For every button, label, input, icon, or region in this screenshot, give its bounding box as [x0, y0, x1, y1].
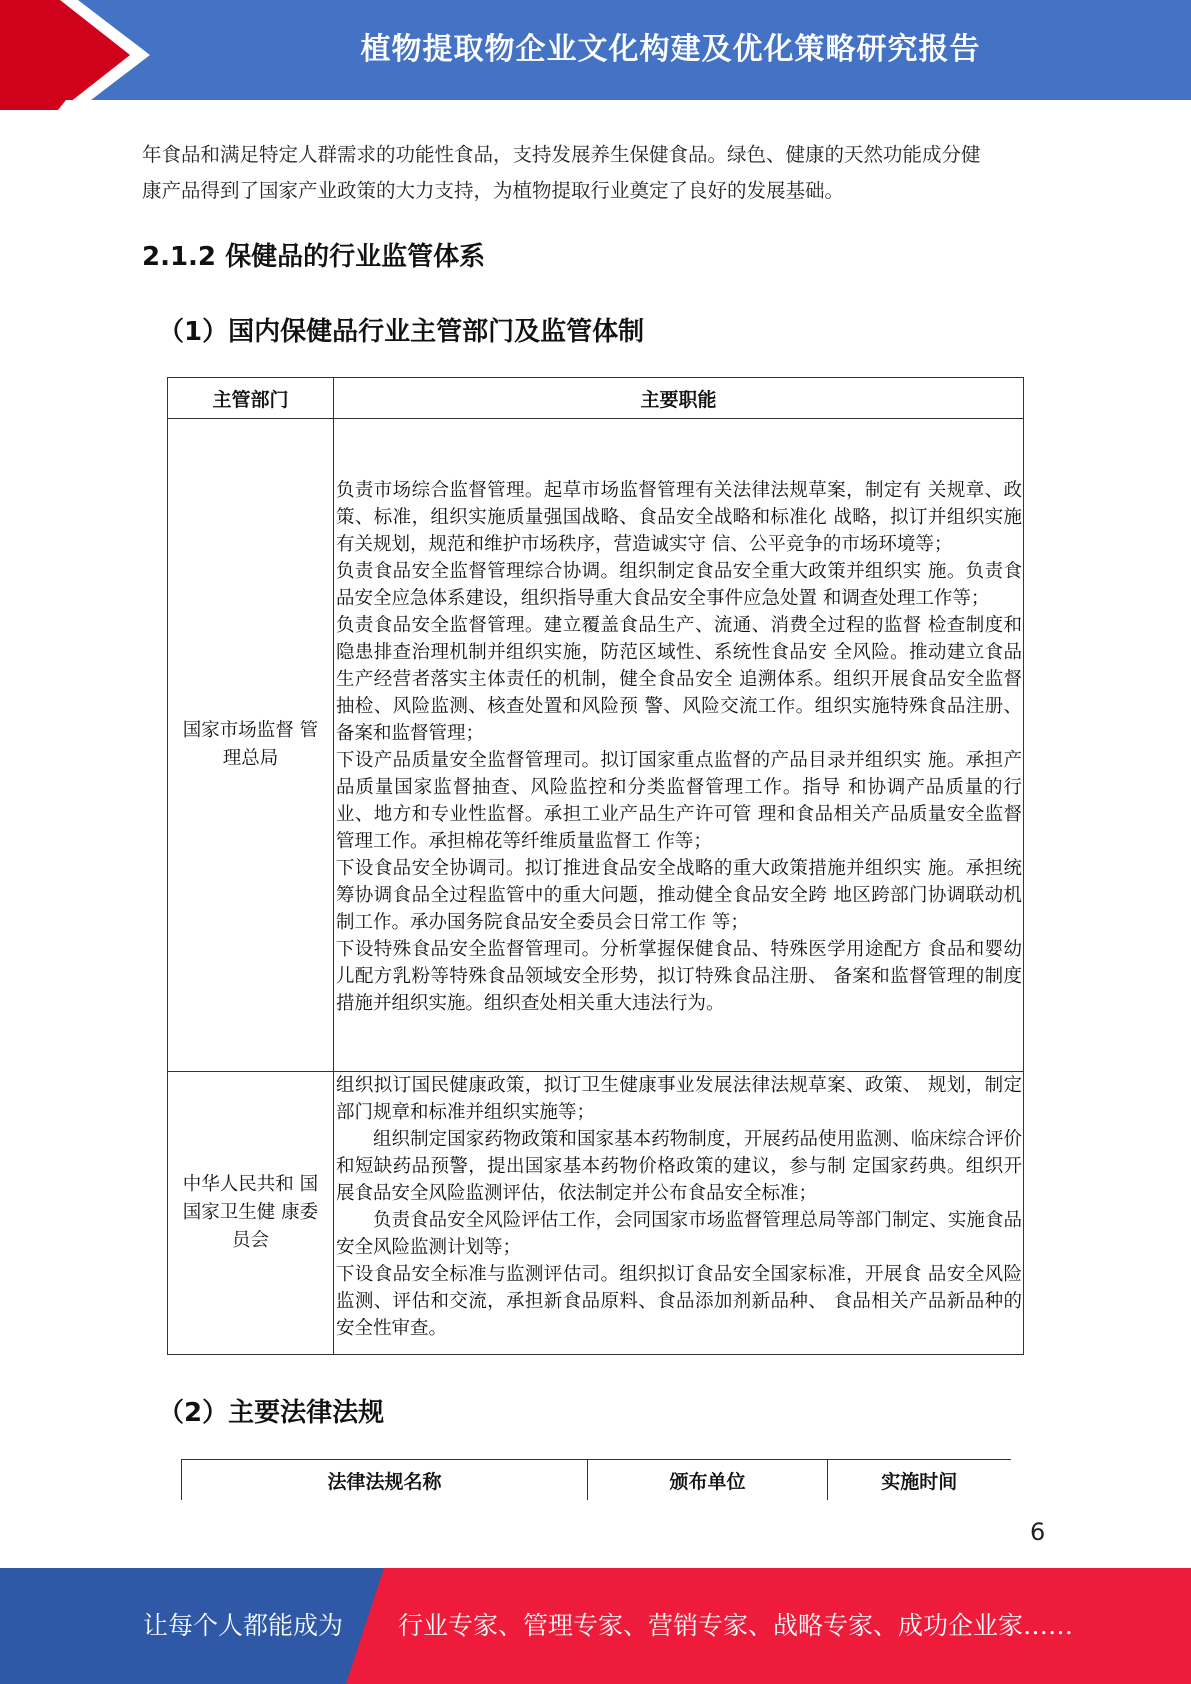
laws-table [181, 1459, 1011, 1500]
table-header-row [168, 378, 1024, 419]
table-row [168, 419, 1024, 1072]
footer-slogan-left: 让每个人都能成为 [143, 1611, 344, 1640]
page-number: 6 [1030, 1518, 1046, 1546]
duty-item: 负责市场综合监督管理。起草市场监督管理有关法律法规草案，制定有 关规章、政策、标准，组织实施质量强国战略、食品安全战略和标准化 战略，拟订并组织实施有关规划，规范和维护市场秩序，营造诚实守 信、公平竞争的市场环境等； [336, 480, 1022, 555]
regulators-table [167, 377, 1024, 1355]
report-title: 植物提取物企业文化构建及优化策略研究报告 [360, 32, 981, 67]
col-header-dept: 主管部门 [168, 378, 334, 419]
table-header-row [182, 1460, 1011, 1501]
duty-item: 下设特殊食品安全监督管理司。分析掌握保健食品、特殊医学用途配方 食品和婴幼儿配方乳粉等特殊食品领域安全形势，拟订特殊食品注册、 备案和监督管理的制度措施并组织实施。组织查处相关重大违法行为。 [336, 939, 1022, 1014]
intro-line-1: 年食品和满足特定人群需求的功能性食品，支持发展养生保健食品。绿色、健康的天然功能成分健 [142, 143, 981, 166]
subsection-heading-2: （2）主要法律法规 [158, 1398, 385, 1428]
duty-item: 下设食品安全标准与监测评估司。组织拟订食品安全国家标准，开展食 品安全风险监测、评估和交流，承担新食品原料、食品添加剂新品种、 食品相关产品新品种的安全性审查。 [336, 1264, 1022, 1339]
dept-cell: 国家市场监督 管理总局 [168, 419, 334, 1072]
duties-cell [334, 419, 1024, 1072]
page-footer [0, 1568, 1191, 1684]
dept-cell: 中华人民共和 国国家卫生健 康委员会 [168, 1072, 334, 1355]
duty-item: 组织制定国家药物政策和国家基本药物制度，开展药品使用监测、临床综合评价和短缺药品预警，提出国家基本药物价格政策的建议，参与制 定国家药典。组织开展食品安全风险监测评估，依法制定并公布食品安全标准； [336, 1129, 1022, 1204]
duties-cell [334, 1072, 1024, 1355]
duty-item: 负责食品安全风险评估工作，会同国家市场监督管理总局等部门制定、实施食品安全风险监测计划等； [336, 1210, 1022, 1258]
duty-item: 负责食品安全监督管理综合协调。组织制定食品安全重大政策并组织实 施。负责食品安全应急体系建设，组织指导重大食品安全事件应急处置 和调查处理工作等； [336, 561, 1022, 609]
duty-item: 下设食品安全协调司。拟订推进食品安全战略的重大政策措施并组织实 施。承担统筹协调食品全过程监管中的重大问题，推动健全食品安全跨 地区跨部门协调联动机制工作。承办国务院食品安全委员会日常工作 等； [336, 858, 1022, 933]
col-header-duties: 主要职能 [334, 378, 1024, 419]
duty-item: 负责食品安全监督管理。建立覆盖食品生产、流通、消费全过程的监督 检查制度和隐患排查治理机制并组织实施，防范区域性、系统性食品安 全风险。推动建立食品生产经营者落实主体责任的机制，健全食品安全 追溯体系。组织开展食品安全监督抽检、风险监测、核查处置和风险预 警、风险交流工作。组织实施特殊食品注册、备案和监督管理； [336, 615, 1022, 744]
col-header-issuer: 颁布单位 [588, 1460, 828, 1501]
col-header-effective-date: 实施时间 [828, 1460, 1011, 1501]
col-header-law-name: 法律法规名称 [182, 1460, 588, 1501]
subsection-heading-1: （1）国内保健品行业主管部门及监管体制 [158, 317, 645, 347]
page-header [0, 0, 1191, 110]
duty-item: 组织拟订国民健康政策，拟订卫生健康事业发展法律法规草案、政策、 规划，制定部门规章和标准并组织实施等； [336, 1075, 1022, 1123]
intro-line-2: 康产品得到了国家产业政策的大力支持，为植物提取行业奠定了良好的发展基础。 [142, 179, 845, 202]
duty-item: 下设产品质量安全监督管理司。拟订国家重点监督的产品目录并组织实 施。承担产品质量国家监督抽查、风险监控和分类监督管理工作。指导 和协调产品质量的行业、地方和专业性监督。承担工业产品生产许可管 理和食品相关产品质量安全监督管理工作。承担棉花等纤维质量监督工 作等； [336, 750, 1022, 852]
table-row [168, 1072, 1024, 1355]
footer-slogan-right: 行业专家、管理专家、营销专家、战略专家、成功企业家…… [398, 1611, 1074, 1640]
section-heading: 2.1.2 保健品的行业监管体系 [142, 242, 486, 272]
